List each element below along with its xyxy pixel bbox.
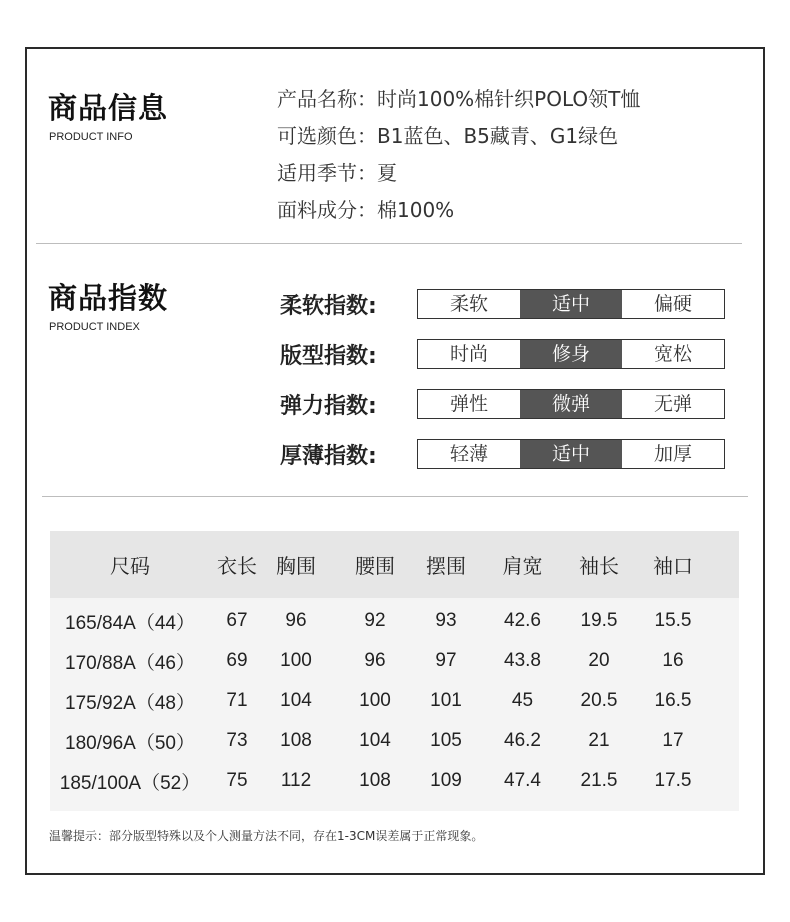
product-info-subtitle: PRODUCT INFO (49, 131, 133, 143)
table-cell: 67 (226, 610, 248, 631)
table-cell: 71 (226, 690, 248, 711)
index-option: 时尚 (449, 343, 488, 365)
table-cell: 20.5 (580, 690, 618, 711)
index-option: 加厚 (653, 443, 692, 465)
info-value: 夏 (377, 161, 397, 185)
table-cell: 73 (226, 730, 248, 751)
table-row (50, 681, 739, 721)
info-label: 产品名称： (277, 87, 377, 111)
table-cell: 45 (511, 690, 534, 711)
table-row (50, 601, 739, 641)
table-cell: 100 (280, 650, 312, 671)
header-cell: 胸围 (276, 554, 316, 578)
header-cell: 袖口 (653, 554, 693, 578)
table-cell: 96 (364, 650, 386, 671)
index-option-selected: 微弹 (520, 390, 622, 418)
table-cell: 16 (662, 650, 684, 671)
table-cell: 175/92A（48） (65, 692, 195, 714)
index-options (417, 389, 725, 419)
header-cell: 衣长 (217, 554, 257, 578)
info-label: 面料成分： (277, 198, 377, 222)
table-cell: 165/84A（44） (65, 612, 195, 634)
table-cell: 21 (588, 730, 610, 751)
info-line-fabric (277, 195, 640, 232)
table-cell: 16.5 (654, 690, 692, 711)
index-option-selected: 适中 (520, 440, 622, 468)
index-label: 柔软指数: (280, 293, 377, 319)
header-cell: 肩宽 (502, 554, 543, 578)
table-cell: 108 (359, 770, 391, 791)
index-option-selected: 适中 (520, 290, 622, 318)
index-row-elasticity (280, 379, 725, 429)
index-option: 偏硬 (653, 293, 692, 315)
table-cell: 42.6 (504, 610, 541, 631)
table-cell: 15.5 (654, 610, 692, 631)
table-cell: 100 (359, 690, 391, 711)
table-cell: 109 (430, 770, 462, 791)
table-cell: 92 (364, 610, 386, 631)
header-cell: 摆围 (426, 554, 466, 578)
section-divider (36, 243, 742, 244)
info-value: B1蓝色、B5藏青、G1绿色 (377, 124, 619, 148)
table-cell: 101 (430, 690, 462, 711)
table-cell: 20 (588, 650, 610, 671)
index-label: 版型指数: (280, 343, 377, 369)
table-cell: 97 (435, 650, 457, 671)
table-cell: 17.5 (654, 770, 692, 791)
table-cell: 104 (359, 730, 391, 751)
index-options (417, 339, 725, 369)
info-label: 可选颜色： (277, 124, 377, 148)
header-cell: 袖长 (579, 554, 619, 578)
table-cell: 19.5 (580, 610, 618, 631)
info-line-colors (277, 121, 640, 158)
product-index-subtitle: PRODUCT INDEX (49, 321, 140, 333)
info-line-season (277, 158, 640, 195)
table-cell: 43.8 (504, 650, 541, 671)
size-table (50, 531, 739, 811)
table-cell: 112 (280, 770, 312, 791)
product-info-title: 商品信息 (48, 91, 169, 125)
table-cell: 105 (430, 730, 462, 751)
table-cell: 21.5 (580, 770, 618, 791)
size-table-header (50, 531, 739, 598)
index-options (417, 289, 725, 319)
table-cell: 180/96A（50） (65, 732, 195, 754)
index-option: 轻薄 (449, 443, 488, 465)
info-line-name (277, 84, 640, 121)
table-cell: 75 (226, 770, 248, 791)
table-row (50, 761, 739, 801)
table-cell: 104 (280, 690, 312, 711)
table-cell: 108 (280, 730, 312, 751)
index-option-selected: 修身 (520, 340, 622, 368)
table-cell: 170/88A（46） (65, 652, 195, 674)
table-cell: 93 (435, 610, 457, 631)
index-row-thickness (280, 429, 725, 479)
index-option: 柔软 (449, 293, 488, 315)
info-value: 时尚100%棉针织POLO领T恤 (377, 87, 641, 111)
header-cell: 腰围 (355, 554, 395, 578)
info-label: 适用季节： (277, 161, 377, 185)
table-cell: 17 (662, 730, 684, 751)
table-cell: 46.2 (504, 730, 541, 751)
index-options (417, 439, 725, 469)
index-option: 宽松 (653, 343, 692, 365)
product-index-list (280, 279, 725, 479)
table-cell: 96 (285, 610, 307, 631)
info-value: 棉100% (377, 198, 455, 222)
header-cell: 尺码 (110, 554, 150, 578)
index-option: 弹性 (449, 393, 488, 415)
measurement-note: 温馨提示：部分版型特殊以及个人测量方法不同，存在1-3CM误差属于正常现象。 (49, 829, 484, 843)
section-divider (42, 496, 748, 497)
table-row (50, 721, 739, 761)
index-row-fit (280, 329, 725, 379)
table-cell: 69 (226, 650, 248, 671)
product-info-list (277, 84, 640, 232)
index-label: 弹力指数: (280, 393, 377, 419)
table-row (50, 641, 739, 681)
table-cell: 185/100A（52） (59, 772, 201, 794)
index-label: 厚薄指数: (280, 443, 377, 469)
product-index-title: 商品指数 (48, 281, 169, 315)
index-option: 无弹 (653, 393, 692, 415)
table-cell: 47.4 (504, 770, 541, 791)
size-table-body (50, 598, 739, 801)
index-row-softness (280, 279, 725, 329)
